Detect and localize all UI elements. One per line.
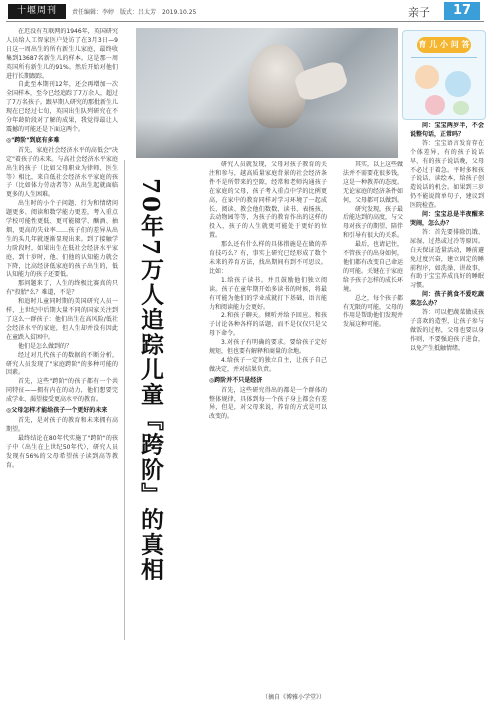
editor-credits: 责任编辑：李婷 版式：吕太芳 2019.10.25 <box>72 9 197 16</box>
paragraph: 经过对几代孩子的数据的不断分析，研究人员发现了"家庭跨阶"的多种可能的因素。 <box>6 351 118 377</box>
subheading: ◎跨阶并不只是经济 <box>209 376 263 384</box>
paragraph: 研究人员就发现，父母对孩子教育的关注和参与，越高质量家庭背景的社会经济条件不是所带来的空隙，经常和老师沟通孩子在家庭的父母，孩子考入重点中学的比例更高，在家中的教育同样对学习环境了一起成长、阅读、教会他们数数、读书、表扬孩、去动物园等等，为孩子的教育作出的这样的投入，孩子的人生就更可能处于更好的位置。 <box>209 161 327 240</box>
baby-illustration <box>453 101 469 115</box>
paragraph: 那问题来了，人生的终极比赛真的只有"投胎"么？难道，不是？ <box>6 280 118 297</box>
paragraph: 最终结论在80年代实施了"跨阶"的孩子中（出生在上世纪50年代），研究人员发现有56%的父母希望孩子读到高等教育。 <box>6 434 118 469</box>
qa-header-box <box>402 30 486 120</box>
qa-column <box>410 122 484 700</box>
paragraph: 那么还有什么样的具体措施是在做的养育技巧么？有，事实上研究已经形成了数个未来的养育方法，找出期间有到不可思议。比如： <box>209 241 327 275</box>
question: 问：宝宝两岁半，不会说整句话，正常吗？ <box>410 122 484 138</box>
paragraph: 自此至本期刊12年，还会再增加一次全国样本，至今已经追踪了7万余人，超过了7万名孩子。跟早期人研究的那批新生儿现在已经过七旬，英国出生队列研究在不分年龄阶段对了解的成果，我觉得最让人震撼的可能还是下面这两个。 <box>6 81 118 133</box>
answer: 答：宝宝语言发育存在个体差异，有的孩子说话早，有的孩子说话晚，父母不必过于着急。平时多和孩子说话、读绘本，给孩子创造说话的机会。如果到三岁仍不能说简单句子，建议到医院检查。 <box>410 139 484 210</box>
article-column-middle <box>209 161 327 691</box>
qa-divider <box>411 57 477 58</box>
paragraph: 最后，也请记住，不管孩子的出身如何，他们都有改变自己命运的可能。关键在于家庭给予孩子怎样的成长环境。 <box>343 241 403 293</box>
question: 问：宝宝总是半夜醒来哭闹，怎么办？ <box>410 211 484 227</box>
source-credit: （摘自《博雅小学堂》） <box>262 694 326 701</box>
paragraph: 1.给孩子读书。并且鼓励他们独立阅读。孩子在童年期开始多读书的时候，将最有可能为他们的学业成就打下基础，语言能力和阅读能力会更好。 <box>209 276 327 311</box>
paragraph: 其实，以上这些做法并不需要花很多钱，这是一种教养的态度。无论家庭的经济条件如何，父母都可以做到。 <box>343 161 403 204</box>
paragraph: 2.和孩子聊天。倾听并给予回应。和孩子讨论各种各样的话题，而不是仅仅只是父母下命令。 <box>209 312 327 338</box>
paragraph: 在迟没有互联网的1946年，英国研究人员给人工智家医户处访了在3月3日—9日这一周出生的所有新生儿家庭，最终收集到13687名新生儿的样本。这是那一周英国所有新生儿的91%。然后开始对他们进行长期跟踪。 <box>6 28 118 80</box>
paragraph: 首先，这些研究得出的都是一个群体的整体规律，具体到每一个孩子身上都会有差异，但是，对父母来说，养育的方式是可以改变的。 <box>209 386 327 421</box>
baby-illustration <box>415 65 439 89</box>
subheading: ◎父母怎样才能给孩子一个更好的未来 <box>6 407 108 415</box>
headline-box <box>124 160 203 640</box>
subheading: ◎"跨阶"到底有多难 <box>6 136 60 144</box>
baby-illustration <box>425 95 445 115</box>
article-column-left <box>6 28 118 693</box>
paragraph: 首先，这些"跨阶"的孩子都有一个共同特征——拥有内在的动力，他们想要完成学业、渴望接受更高水平的教育。 <box>6 378 118 404</box>
paragraph: 4.给孩子一定的独立自主，让孩子自己做决定，并对结果负责。 <box>209 356 327 373</box>
article-photo <box>136 28 398 158</box>
paragraph: 出生时的小个子问题、行为和情绪问题更多、阅读和数学能力更差，考入重点学校可能性更低、更可能辍学、酗酒、抽烟，更高的失业率……孩子们的差异从出生的头几年就逐渐显现出来。到了接触学力阶段时，如果出生在低社会经济水平家庭，到十岁时，他、们他的认知能力就会下降，比高经济低家庭的孩子出生的，低认知能力的孩子还要低。 <box>6 200 118 279</box>
paragraph: 他们是怎么做到的？ <box>18 342 73 350</box>
section-name: 亲子 <box>408 6 430 19</box>
page-number: 17 <box>444 2 480 20</box>
qa-logo: 育 儿 小 问 答 <box>417 37 471 53</box>
headline: 70年7万人追踪儿童『跨阶』的真相 <box>137 178 164 583</box>
paragraph: 3.对孩子有明确的要求。要给孩子定好规矩，但也要有解释和商量的余地。 <box>209 339 327 356</box>
header-rule <box>6 21 484 22</box>
paragraph: 和追时儿童同时期的美国研究人员一样，上世纪中后期大量不同的国家关注到了这么一群孩子：他们出生在高风险/低社会经济水平的家庭，但人生却并没有因此在童跌入贫困中。 <box>6 298 118 341</box>
masthead: 十堰周刊 <box>8 4 66 19</box>
answer: 答：可以把蔬菜做成孩子喜欢的造型，让孩子参与做饭的过程，父母也要以身作则，不要强迫孩子进食，以免产生抵触情绪。 <box>410 309 484 352</box>
article-column-right <box>343 161 403 691</box>
paragraph: 首先，家庭社会经济水平的高低会"决定"着孩子的未来。与高社会经济水平家庭出生的孩子（比如父母职业为律师、医生等）相比，来自低社会经济水平家庭的孩子（比如体力劳动者等）从出生起就面临更多的人生困难。 <box>6 146 118 199</box>
paragraph: 研究发现，孩子最后能达到的高度，与父母对孩子的期望、陪伴和引导有很大的关系。 <box>343 205 403 240</box>
answer: 答：首先要排除饥饿、尿湿、过热或过冷等原因。白天保证适量活动，睡前避免过度兴奋，建立固定的睡前程序，如洗澡、讲故事，有助于宝宝养成良好的睡眠习惯。 <box>410 228 484 290</box>
paragraph: 总之，每个孩子都有无限的可能，父母的作用是帮助他们发现并发展这种可能。 <box>343 294 403 329</box>
paragraph: 首先，是对孩子的教育和未来拥有高期望。 <box>6 416 118 433</box>
question: 问：孩子挑食不爱吃蔬菜怎么办？ <box>410 291 484 308</box>
photo-shade <box>136 118 398 158</box>
baby-illustration <box>445 71 471 97</box>
